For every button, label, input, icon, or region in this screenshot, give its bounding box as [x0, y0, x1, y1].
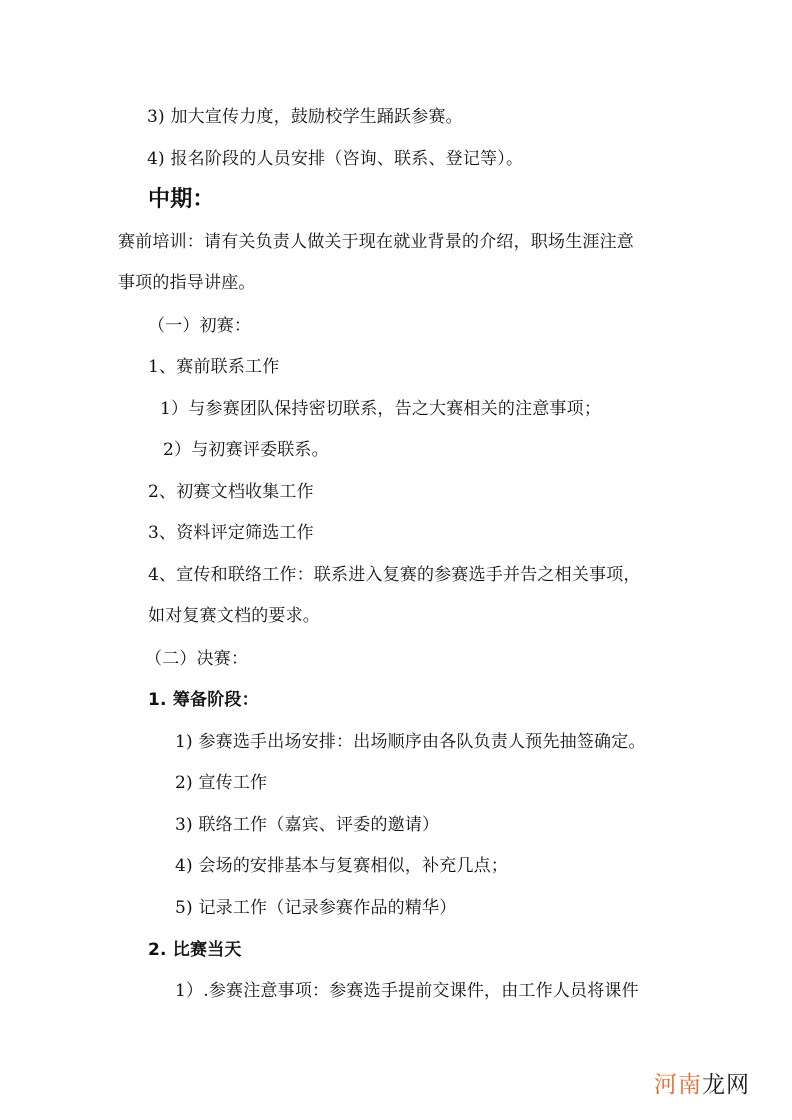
- list-item-participant-notes: 1）.参赛注意事项：参赛选手提前交课件，由工作人员将课件: [175, 981, 639, 1001]
- heading-competition-day: 2. 比赛当天: [148, 940, 242, 960]
- list-item-appearance-order: 1) 参赛选手出场安排：出场顺序由各队负责人预先抽签确定。: [175, 732, 646, 752]
- list-item-registration-staff: 4) 报名阶段的人员安排（咨询、联系、登记等）。: [147, 149, 524, 169]
- list-item-publicity: 3) 加大宣传力度，鼓励校学生踊跃参赛。: [147, 107, 463, 127]
- list-item-recording-work: 5) 记录工作（记录参赛作品的精华）: [175, 898, 457, 918]
- list-item-screening: 3、资料评定筛选工作: [148, 523, 314, 543]
- list-item-venue-arrangement: 4) 会场的安排基本与复赛相似，补充几点；: [175, 856, 509, 876]
- paragraph-training-line-1: 赛前培训：请有关负责人做关于现在就业背景的介绍，职场生涯注意: [118, 232, 634, 252]
- list-item-judge-contact: 2）与初赛评委联系。: [163, 440, 329, 460]
- list-item-liaison-work: 3) 联络工作（嘉宾、评委的邀请）: [175, 815, 440, 835]
- list-item-pre-contact: 1、赛前联系工作: [148, 357, 280, 377]
- paragraph-training-line-2: 事项的指导讲座。: [118, 273, 256, 293]
- watermark-part-2: 龙网: [702, 1072, 750, 1098]
- list-item-team-contact: 1）与参赛团队保持密切联系，告之大赛相关的注意事项；: [160, 399, 602, 419]
- list-item-publicity-work: 2) 宣传工作: [175, 773, 268, 793]
- watermark-part-1: 河南: [654, 1072, 702, 1098]
- subsection-heading-final: （二）决赛：: [145, 649, 249, 669]
- subsection-heading-preliminary: （一）初赛：: [148, 316, 252, 336]
- list-item-publicity-liaison-line-1: 4、宣传和联络工作：联系进入复赛的参赛选手并告之相关事项，: [148, 565, 641, 585]
- list-item-document-collection: 2、初赛文档收集工作: [148, 482, 314, 502]
- list-item-publicity-liaison-line-2: 如对复赛文档的要求。: [148, 606, 320, 626]
- watermark-logo: [654, 1071, 750, 1099]
- section-heading-midterm: 中期：: [148, 187, 215, 212]
- heading-preparation-stage: 1. 筹备阶段：: [148, 690, 259, 710]
